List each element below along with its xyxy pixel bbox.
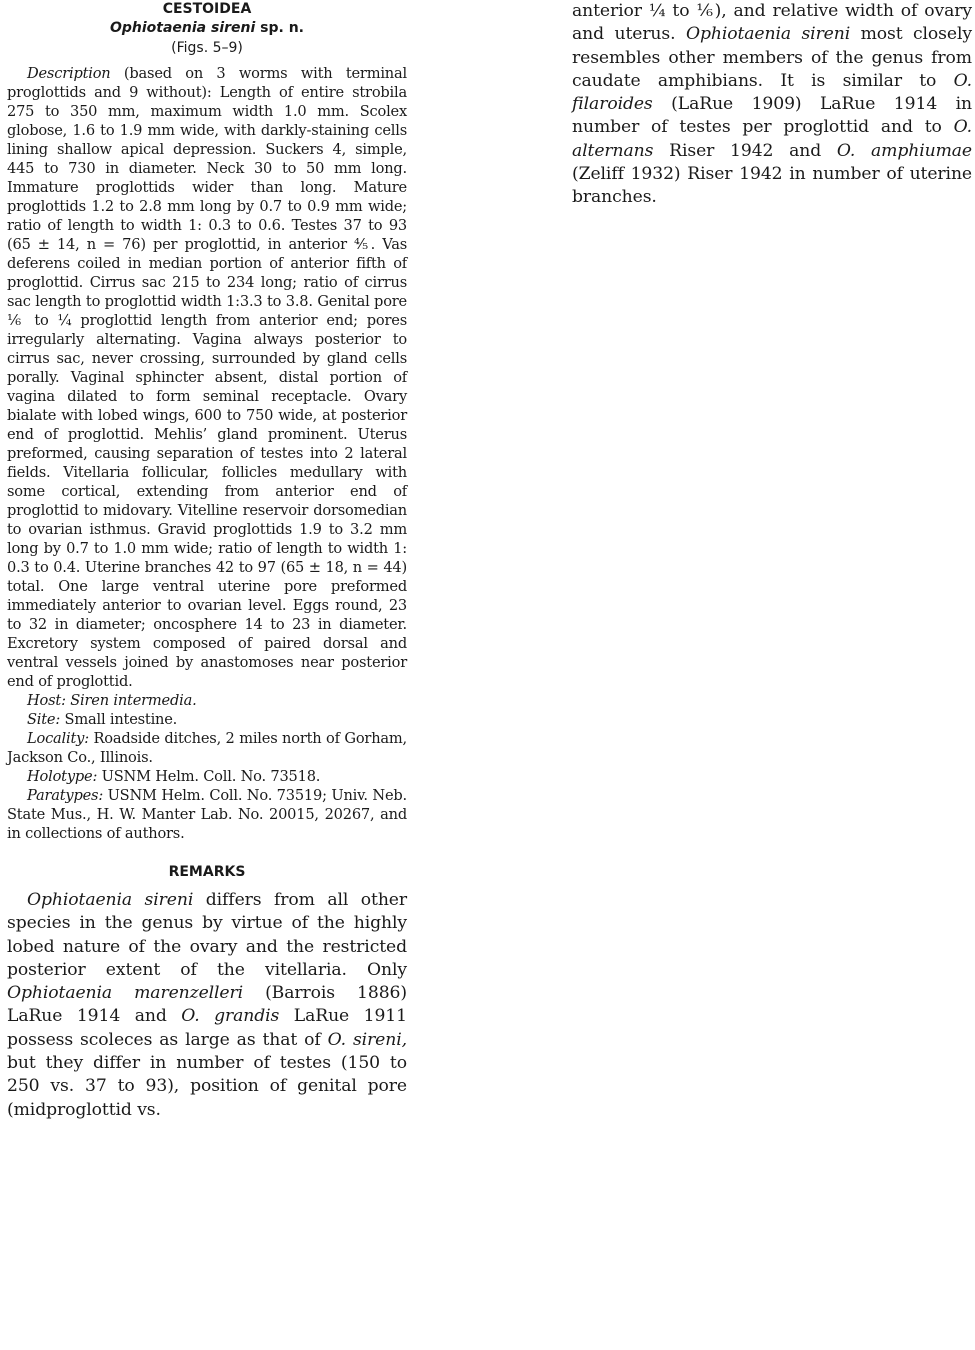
locality-label: Locality:	[27, 730, 89, 747]
right-text-e: (Zeliff 1932) Riser 1942 in number of uterine branches.	[572, 164, 972, 208]
locality-line	[7, 729, 407, 767]
remarks-text-c: LaRue 1911 possess scoleces as large as that of	[7, 1006, 407, 1050]
figure-reference: (Figs. 5–9)	[171, 40, 243, 56]
remarks-text-a: differs from all other species in the genus by virtue of the highly lobed nature of the ovary and the restricted posterior extent of the vitellaria. Only	[7, 890, 407, 980]
right-column	[572, 0, 972, 210]
right-italic-4: O. amphiumae	[836, 140, 973, 161]
description-label: Description	[27, 65, 111, 82]
holotype-label: Holotype:	[27, 768, 98, 785]
remarks-text-b: (Barrois 1886) LaRue 1914 and	[7, 983, 407, 1027]
paratypes-label: Paratypes:	[27, 787, 104, 804]
host-value: Siren intermedia.	[70, 692, 197, 709]
remarks-italic-1: Ophiotaenia sireni	[27, 890, 194, 910]
description-text: (based on 3 worms with terminal proglottids and 9 without): Length of entire strobila 275 to 350 mm, maximum width 1.0 mm. Scolex globose, 1.6 to 1.9 mm wide, with darkly-staining cells lining shallow apical depression. Suckers 4, simple, 445 to 730 in diameter. Neck 30 to 50 mm long. Immature proglottids wider than long. Mature proglottids 1.2 to 2.8 mm long by 0.7 to 0.9 mm wide; ratio of length to width 1: 0.3 to 0.6. Testes 37 to 93 (65 ± 14, n = 76) per proglottid, in anterior ⅘. Vas deferens coiled in median portion of anterior fifth of proglottid. Cirrus sac 215 to 234 long; ratio of cirrus sac length to proglottid width 1:3.3 to 3.8. Genital pore ⅙ to ¼ proglottid length from anterior end; pores irregularly alternating. Vagina always posterior to cirrus sac, never crossing, surrounded by gland cells porally. Vaginal sphincter absent, distal portion of vagina dilated to form seminal receptacle. Ovary bialate with lobed wings, 600 to 750 wide, at posterior end of proglottid. Mehlis’ gland prominent. Uterus preformed, causing separation of testes into 2 lateral fields. Vitellaria follicular, follicles medullary with some cortical, extending from anterior end of proglottid to midovary. Vitelline reservoir dorsomedian to ovarian isthmus. Gravid proglottids 1.9 to 3.2 mm long by 0.7 to 1.0 mm wide; ratio of length to width 1: 0.3 to 0.4. Uterine branches 42 to 97 (65 ± 18, n = 44) total. One large ventral uterine pore preformed immediately anterior to ovarian level. Eggs round, 23 to 32 in diameter; oncosphere 14 to 23 in diameter. Excretory system composed of paired dorsal and ventral vessels joined by anastomoses near posterior end of proglottid.	[7, 65, 407, 690]
right-italic-2: O. filaroides	[572, 70, 972, 115]
locality-value: Roadside ditches, 2 miles north of Gorham, Jackson Co., Illinois.	[7, 730, 407, 766]
paratypes-line	[7, 786, 407, 843]
section-heading: CESTOIDEA	[162, 1, 252, 17]
species-title-line	[7, 18, 407, 38]
remarks-continuation	[572, 0, 972, 210]
site-value: Small intestine.	[64, 711, 178, 728]
right-text-b: most closely resembles other members of the genus from caudate amphibians. It is similar to	[572, 24, 972, 91]
remarks-heading: REMARKS	[168, 864, 246, 880]
remarks-text-d: but they differ in number of testes (150 to 250 vs. 37 to 93), position of genital pore (midproglottid vs.	[7, 1053, 407, 1120]
host-label: Host:	[27, 692, 66, 709]
species-suffix: sp. n.	[260, 20, 305, 36]
remarks-italic-3: O. grandis	[181, 1006, 280, 1027]
holotype-line	[7, 767, 407, 786]
right-italic-3: O. alternans	[572, 117, 972, 161]
right-text-c: (LaRue 1909) LaRue 1914 in number of testes per proglottid and to	[572, 94, 972, 138]
right-text-a: anterior ¼ to ⅙), and relative width of ovary and uterus.	[572, 1, 972, 45]
right-italic-1: Ophiotaenia sireni	[685, 24, 851, 45]
remarks-italic-4: O. sireni,	[327, 1029, 407, 1050]
remarks-italic-2: Ophiotaenia marenzelleri	[7, 983, 244, 1004]
paratypes-value: USNM Helm. Coll. No. 73519; Univ. Neb. State Mus., H. W. Manter Lab. No. 20015, 20267, and in collections of authors.	[7, 787, 407, 842]
site-label: Site:	[27, 711, 61, 728]
host-line	[7, 691, 407, 710]
remarks-paragraph	[7, 889, 407, 1122]
left-column	[7, 0, 407, 1122]
species-name: Ophiotaenia sireni	[109, 20, 256, 36]
holotype-value: USNM Helm. Coll. No. 73518.	[101, 768, 321, 785]
site-line	[7, 710, 407, 729]
description-paragraph	[7, 64, 407, 691]
right-text-d: Riser 1942 and	[669, 140, 822, 161]
